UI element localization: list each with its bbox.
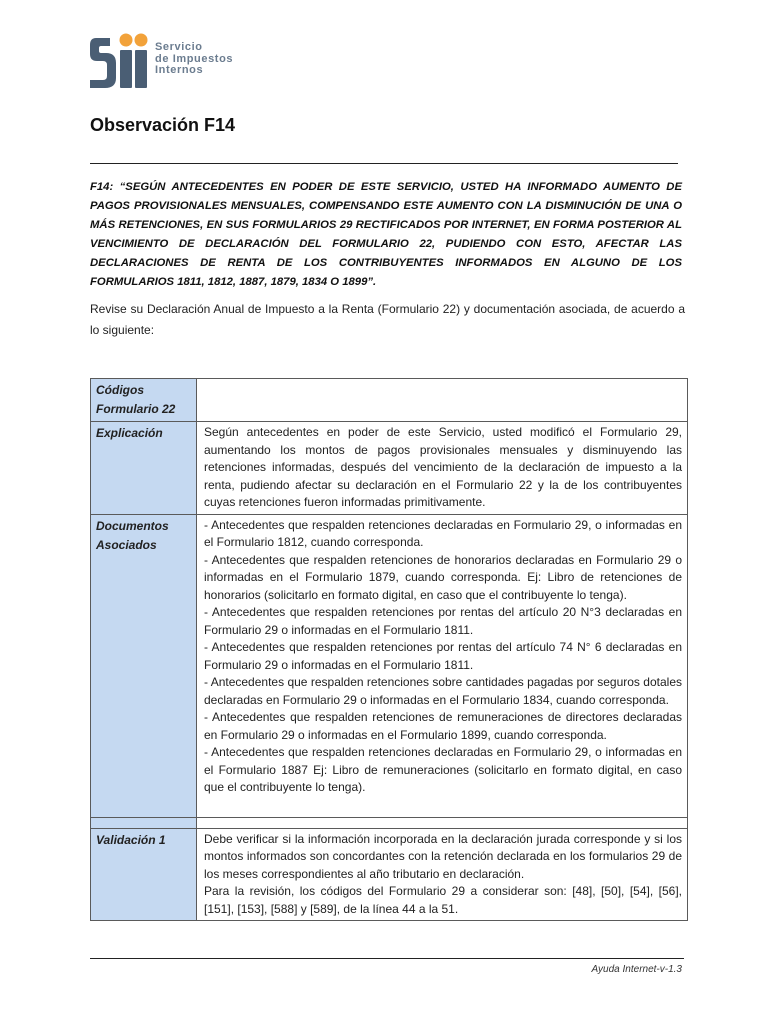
codes-value-cell [197, 379, 688, 422]
observation-heading: F14: “SEGÚN ANTECEDENTES EN PODER DE ESTE SERVICIO, USTED HA INFORMADO AUMENTO DE PAGOS PROVISIONALES MENSUALES, COMPENSANDO ESTE AUMENTO CON LA DISMINUCIÓN DE UNA O MÁS RETENCIONES, EN SUS FORMULARIOS 29 RECTIFICADOS POR INTERNET, EN FORMA POSTERIOR AL VENCIMIENTO DE DECLARACIÓN DEL FORMULARIO 22, PUDIENDO CON ESTO, AFECTAR LAS DECLARACIONES DE RENTA DE LOS CONTRIBUYENTES INFORMADOS EN ALGUNO DE LOS FORMULARIOS 1811, 1812, 1887, 1879, 1834 O 1899”. [90, 181, 682, 288]
docs-value-cell [197, 514, 688, 817]
table-row [91, 379, 688, 422]
sii-logo-text [155, 42, 233, 77]
docs-item: - Antecedentes que respalden retenciones declaradas en Formulario 29, o informadas en el Formulario 1812, cuando corresponda. [204, 517, 682, 549]
intro-paragraph: Revise su Declaración Anual de Impuesto a la Renta (Formulario 22) y documentación asociada, de acuerdo a lo siguiente: [90, 302, 685, 337]
logo-line-1: Servicio [155, 41, 203, 53]
docs-label: Documentos Asociados [96, 518, 169, 552]
validation-text-2: Para la revisión, los códigos del Formulario 29 a considerar son: [48], [50], [54], [56], [151], [153], [588] y [589], de la línea 44 a la 51. [204, 884, 682, 916]
table-row [91, 514, 688, 817]
page-title: Observación F14 [90, 115, 236, 135]
sii-logo [88, 32, 248, 92]
logo-line-2: de Impuestos [155, 52, 234, 65]
sii-logo-mark [88, 32, 148, 90]
validation-label-cell [91, 828, 197, 921]
docs-item: - Antecedentes que respalden retenciones por rentas del artículo 20 N°3 declaradas en Formulario 29 o informadas en el Formulario 1811. [204, 605, 682, 637]
title-divider [90, 163, 678, 164]
footer-divider [90, 958, 684, 959]
docs-item: - Antecedentes que respalden retenciones de honorarios declaradas en Formulario 29 o informadas en el Formulario 1879, cuando corresponda. Ej: Libro de retenciones de honorarios (solicitarlo en formato digital, en caso que el contribuyente lo tenga). [204, 552, 682, 602]
docs-item: - Antecedentes que respalden retenciones por rentas del artículo 74 N° 6 declaradas en Formulario 29 o informadas en el Formulario 1811. [204, 640, 682, 672]
validation-value-cell [197, 828, 688, 921]
codes-value [204, 379, 682, 383]
explanation-value-cell [197, 422, 688, 515]
docs-label-cell [91, 514, 197, 817]
docs-item: - Antecedentes que respalden retenciones de remuneraciones de directores declaradas en Formulario 29 o informadas en el Formulario 1899, cuando corresponda. [204, 710, 682, 742]
validation-text: Debe verificar si la información incorporada en la declaración jurada corresponde y si los montos informados son concordantes con la retención declarada en los formularios 29 de los meses correspondientes al año tributario en declaración. [204, 831, 682, 881]
observation-table [90, 378, 688, 921]
explanation-label: Explicación [96, 426, 163, 440]
logo-line-3: Internos [155, 64, 204, 76]
codes-label: Códigos Formulario 22 [96, 383, 176, 416]
explanation-label-cell [91, 422, 197, 515]
spacer-label-cell [91, 817, 197, 828]
spacer-value-cell [197, 817, 688, 828]
docs-item: - Antecedentes que respalden retenciones declaradas en Formulario 29, o informadas en el Formulario 1887 Ej: Libro de remuneraciones (solicitarlo en formato digital, en caso que el contribuyente lo tenga). [204, 745, 682, 794]
explanation-value: Según antecedentes en poder de este Servicio, usted modificó el Formulario 29, aumentando los montos de pagos provisionales mensuales y disminuyendo las retenciones informadas, después del vencimiento de la declaración de impuesto a la renta, pudiendo afectar su declaración en el Formulario 22 y la de los contribuyentes cuyas retenciones fueron informadas primitivamente. [204, 425, 682, 509]
validation-label: Validación 1 [96, 832, 166, 847]
codes-label-cell [91, 379, 197, 422]
footer-version: Ayuda Internet-v-1.3 [591, 964, 682, 975]
docs-item: - Antecedentes que respalden retenciones sobre cantidades pagadas por seguros dotales declaradas en Formulario 29 o informadas en el Formulario 1834, cuando corresponda. [204, 675, 682, 707]
table-row [91, 828, 688, 921]
table-spacer-row [91, 817, 688, 828]
table-row [91, 422, 688, 515]
